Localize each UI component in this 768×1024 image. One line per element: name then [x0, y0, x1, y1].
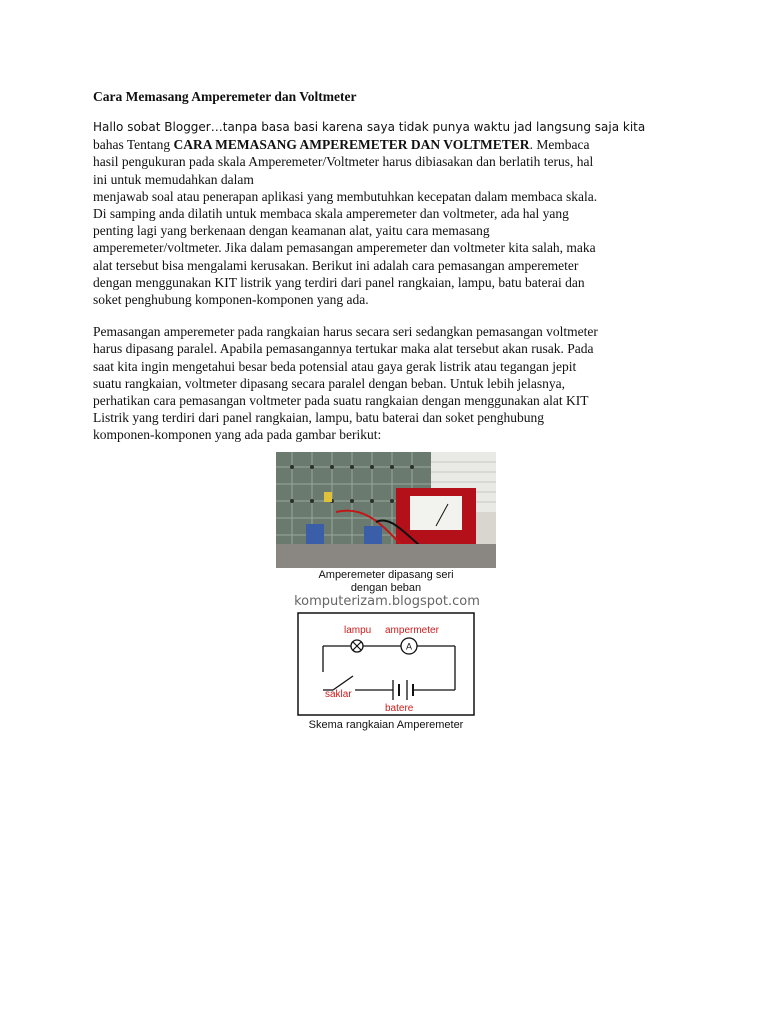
text-line: suatu rangkaian, voltmeter dipasang secara paralel dengan beban. Untuk lebih jelasnya,	[93, 375, 565, 391]
text-before-bold: bahas Tentang	[93, 137, 174, 153]
photo-caption-line-1: Amperemeter dipasang seri	[318, 569, 454, 581]
document-title: Cara Memasang Amperemeter dan Voltmeter	[93, 89, 357, 104]
blog-watermark: komputerizam.blogspot.com	[294, 594, 480, 609]
text-line: Pemasangan amperemeter pada rangkaian harus secara seri sedangkan pemasangan voltmeter	[93, 324, 598, 340]
label-batere: batere	[385, 703, 414, 714]
text-line: dengan menggunakan KIT listrik yang terdiri dari panel rangkaian, lampu, batu baterai dan	[93, 274, 585, 290]
intro-line: Hallo sobat Blogger…tanpa basa basi karena saya tidak punya waktu jad langsung saja kita	[93, 120, 646, 134]
intro-line-2	[93, 136, 678, 153]
lamp-bulb	[324, 492, 332, 502]
ammeter-dial	[410, 496, 462, 530]
label-lampu: lampu	[344, 625, 372, 636]
battery-holder	[306, 524, 324, 544]
text-line: Listrik yang terdiri dari panel rangkaian, lampu, batu baterai dan soket penghubung	[93, 410, 544, 426]
bold-heading-phrase: CARA MEMASANG AMPEREMETER DAN VOLTMETER	[173, 137, 530, 153]
ammeter-symbol-letter: A	[405, 641, 413, 652]
schematic-drawing	[297, 612, 475, 716]
text-line: hasil pengukuran pada skala Amperemeter/Voltmeter harus dibiasakan dan berlatih terus, hal	[93, 154, 594, 170]
paragraph-1	[93, 119, 678, 308]
text-line: penting lagi yang berkenaan dengan keamanan alat, yaitu cara memasang	[93, 223, 490, 239]
text-line: Di samping anda dilatih untuk membaca skala amperemeter dan voltmeter, ada hal yang	[93, 206, 569, 222]
text-line: perhatikan cara pemasangan voltmeter pada suatu rangkaian dengan menggunakan alat KIT	[93, 393, 589, 409]
text-line: saat kita ingin mengetahui besar beda potensial atau gaya gerak listrik atau tegangan jepit	[93, 358, 577, 374]
text-line: soket penghubung komponen-komponen yang ada.	[93, 292, 369, 308]
document-page	[93, 88, 678, 459]
photo-caption-line-2: dengan beban	[350, 582, 422, 594]
circuit-kit-photo-drawing	[276, 452, 496, 568]
label-ampermeter: ampermeter	[385, 625, 439, 636]
circuit-kit-photo	[276, 452, 496, 568]
lamp-socket	[364, 526, 382, 544]
text-after-bold: . Membaca	[529, 137, 590, 153]
ammeter-circuit-schematic	[297, 612, 475, 716]
text-line: alat tersebut bisa mengalami kerusakan. Berikut ini adalah cara pemasangan amperemeter	[93, 257, 579, 273]
text-line: komponen-komponen yang ada pada gambar berikut:	[93, 427, 382, 443]
text-line: ini untuk memudahkan dalam	[93, 171, 254, 187]
table-surface	[276, 544, 496, 568]
paragraph-2	[93, 323, 678, 443]
text-line: harus dipasang paralel. Apabila pemasangannya tertukar maka alat tersebut akan rusak. Pada	[93, 341, 594, 357]
schematic-caption: Skema rangkaian Amperemeter	[308, 719, 464, 731]
text-line: amperemeter/voltmeter. Jika dalam pemasangan amperemeter dan voltmeter kita salah, maka	[93, 240, 596, 256]
label-saklar: saklar	[325, 689, 352, 700]
text-line: menjawab soal atau penerapan aplikasi yang membutuhkan kecepatan dalam membaca skala.	[93, 188, 598, 204]
